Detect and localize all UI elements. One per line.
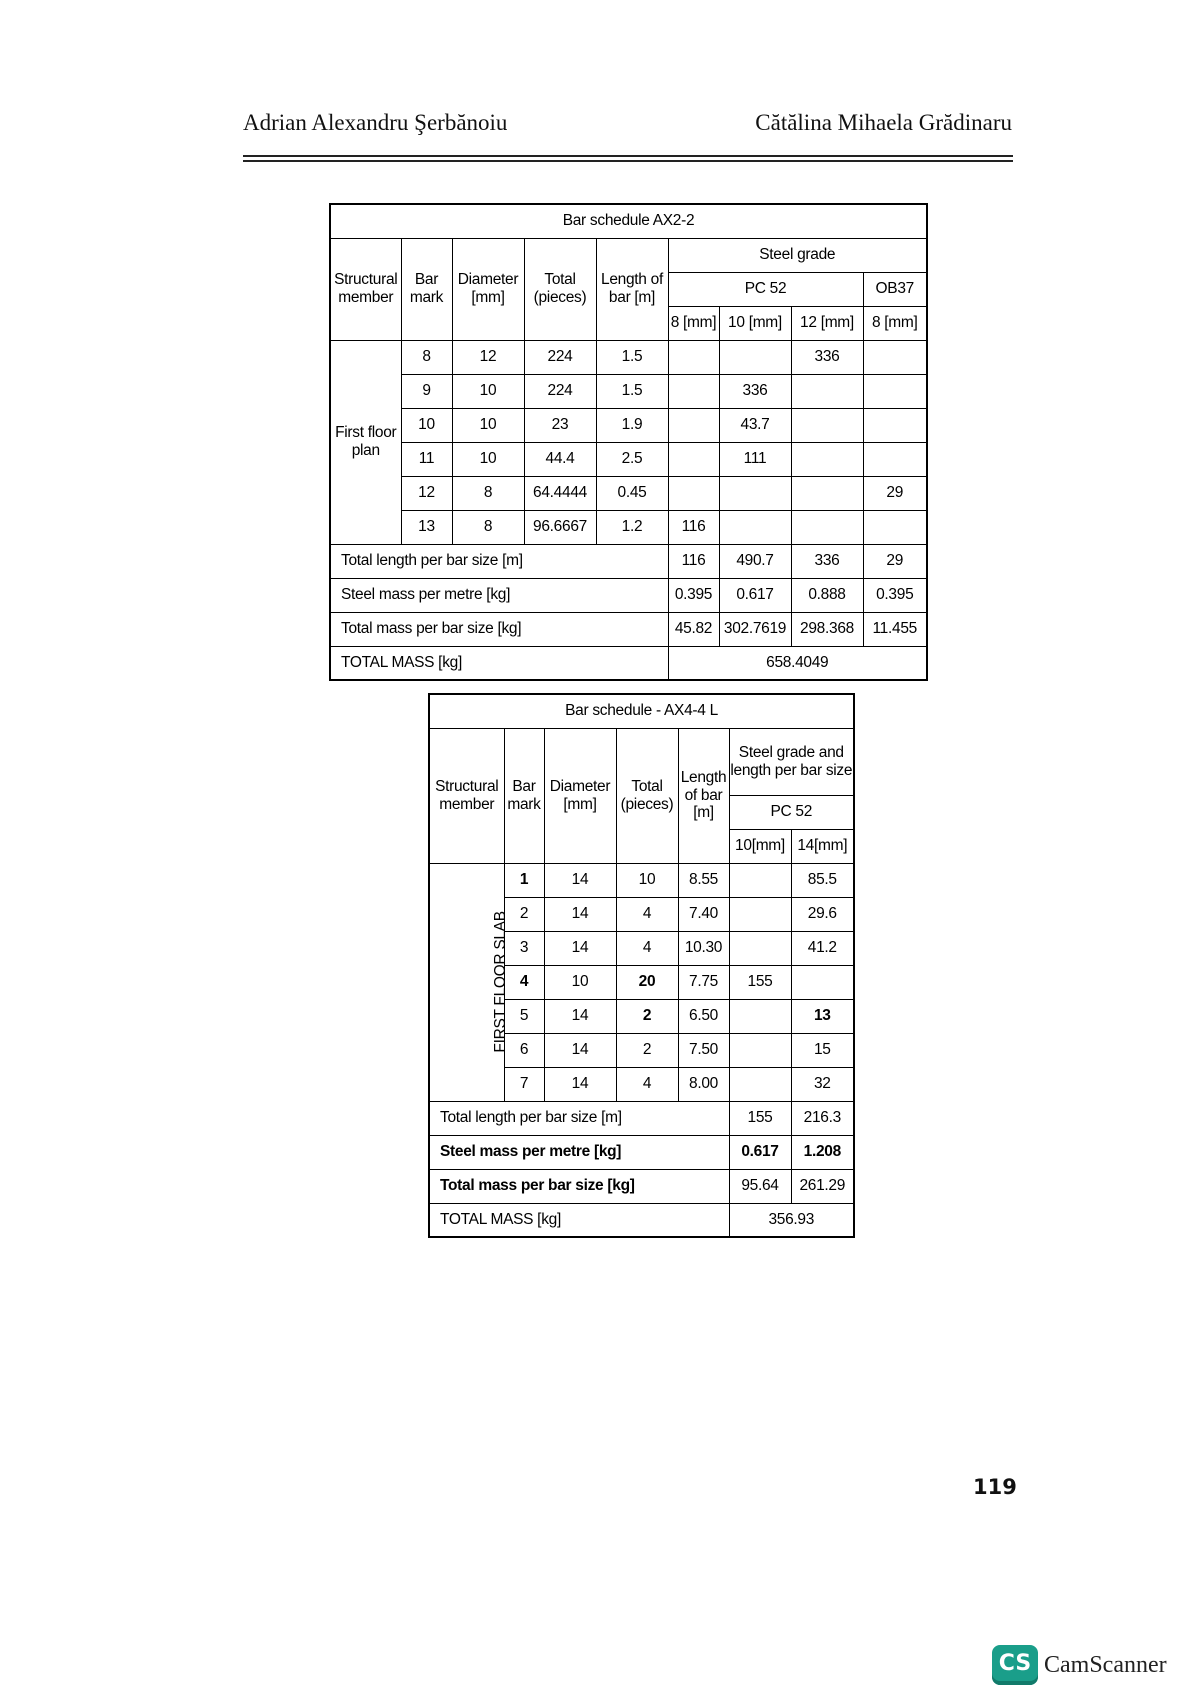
summary-value: 1.208: [791, 1135, 854, 1169]
bar-schedule-ax4-4l-table: [428, 693, 855, 1238]
cell-size: [863, 442, 927, 476]
cell-total: 4: [616, 897, 678, 931]
cell-dia: 14: [544, 1033, 616, 1067]
cell-dia: 10: [452, 374, 524, 408]
cell-bar: 1: [504, 863, 544, 897]
cell-dia: 14: [544, 863, 616, 897]
cell-size: [719, 476, 791, 510]
summary-row-mass-per-metre: [429, 1135, 854, 1169]
col-header-bar-mark: Bar mark: [401, 238, 452, 340]
cell-size: 85.5: [791, 863, 854, 897]
cell-size: [863, 340, 927, 374]
cell-bar: 7: [504, 1067, 544, 1101]
summary-value: 336: [791, 544, 863, 578]
grade-pc52: PC 52: [729, 795, 854, 829]
grand-total-value: 356.93: [729, 1203, 854, 1237]
summary-value: 11.455: [863, 612, 927, 646]
cell-size: [729, 897, 791, 931]
cell-size: [719, 510, 791, 544]
summary-value: 155: [729, 1101, 791, 1135]
cell-dia: 10: [452, 442, 524, 476]
cell-len: 7.40: [678, 897, 729, 931]
camscanner-logo-icon: CS: [992, 1645, 1038, 1685]
cell-size: 43.7: [719, 408, 791, 442]
cell-size: [791, 408, 863, 442]
summary-row-mass-per-metre: [330, 578, 927, 612]
cell-size: 111: [719, 442, 791, 476]
header-rule-bottom: [243, 160, 1013, 162]
cell-len: 1.5: [596, 374, 668, 408]
cell-size: [729, 863, 791, 897]
cell-size: 41.2: [791, 931, 854, 965]
size-header: 12 [mm]: [791, 306, 863, 340]
header-rule-top: [243, 155, 1013, 157]
cell-bar: 5: [504, 999, 544, 1033]
cell-size: [668, 442, 719, 476]
summary-value: 302.7619: [719, 612, 791, 646]
bar-schedule-ax2-2-table: [329, 203, 928, 681]
cell-len: 6.50: [678, 999, 729, 1033]
cell-bar: 6: [504, 1033, 544, 1067]
table-row: [330, 374, 927, 408]
cell-size: [729, 999, 791, 1033]
summary-value: 29: [863, 544, 927, 578]
cell-size: [863, 374, 927, 408]
header-right-author: Cătălina Mihaela Grădinaru: [755, 110, 1012, 135]
summary-value: 0.888: [791, 578, 863, 612]
table-title: Bar schedule - AX4-4 L: [429, 694, 854, 728]
cell-size: [863, 408, 927, 442]
summary-value: 0.395: [668, 578, 719, 612]
summary-row-total-length: [429, 1101, 854, 1135]
cell-total: 96.6667: [524, 510, 596, 544]
summary-value: 490.7: [719, 544, 791, 578]
grand-total-value: 658.4049: [668, 646, 927, 680]
summary-label: Steel mass per metre [kg]: [429, 1135, 729, 1169]
structural-member-label: First floor plan: [330, 340, 401, 544]
cell-dia: 14: [544, 1067, 616, 1101]
cell-size: [863, 510, 927, 544]
cell-total: 2: [616, 999, 678, 1033]
cell-size: [668, 340, 719, 374]
cell-bar: 8: [401, 340, 452, 374]
summary-value: 216.3: [791, 1101, 854, 1135]
table-row: [330, 510, 927, 544]
grand-total-label: TOTAL MASS [kg]: [330, 646, 668, 680]
cell-bar: 2: [504, 897, 544, 931]
size-header: 8 [mm]: [863, 306, 927, 340]
col-header-structural-member: Structural member: [330, 238, 401, 340]
cell-size: [791, 510, 863, 544]
cell-size: [791, 374, 863, 408]
table-row: [330, 442, 927, 476]
cell-size: [719, 340, 791, 374]
cell-total: 10: [616, 863, 678, 897]
cell-dia: 14: [544, 931, 616, 965]
size-header: 14[mm]: [791, 829, 854, 863]
cell-dia: 14: [544, 999, 616, 1033]
cell-bar: 12: [401, 476, 452, 510]
cell-total: 4: [616, 1067, 678, 1101]
table-row: [330, 476, 927, 510]
summary-row-total-mass: [429, 1169, 854, 1203]
cell-size: [729, 1033, 791, 1067]
summary-label: Steel mass per metre [kg]: [330, 578, 668, 612]
summary-row-total-mass: [330, 612, 927, 646]
grade-pc52: PC 52: [668, 272, 863, 306]
cell-size: [791, 965, 854, 999]
cell-dia: 10: [452, 408, 524, 442]
cell-size: 29: [863, 476, 927, 510]
summary-label: Total length per bar size [m]: [330, 544, 668, 578]
col-header-total-pieces: Total (pieces): [524, 238, 596, 340]
cell-total: 44.4: [524, 442, 596, 476]
cell-len: 1.2: [596, 510, 668, 544]
cell-len: 7.75: [678, 965, 729, 999]
summary-value: 0.395: [863, 578, 927, 612]
table-row: [330, 340, 927, 374]
table-row: [330, 408, 927, 442]
summary-row-total-length: [330, 544, 927, 578]
table-row: [429, 863, 854, 897]
cell-total: 4: [616, 931, 678, 965]
cell-bar: 13: [401, 510, 452, 544]
summary-label: Total length per bar size [m]: [429, 1101, 729, 1135]
grand-total-row: [330, 646, 927, 680]
cell-bar: 10: [401, 408, 452, 442]
cell-bar: 3: [504, 931, 544, 965]
cell-dia: 12: [452, 340, 524, 374]
cell-size: [668, 476, 719, 510]
table-title: Bar schedule AX2-2: [330, 204, 927, 238]
summary-label: Total mass per bar size [kg]: [429, 1169, 729, 1203]
cell-dia: 10: [544, 965, 616, 999]
cell-size: [668, 408, 719, 442]
cell-size: [791, 476, 863, 510]
summary-value: 95.64: [729, 1169, 791, 1203]
cell-len: 10.30: [678, 931, 729, 965]
col-header-bar-mark: Bar mark: [504, 728, 544, 863]
cell-bar: 4: [504, 965, 544, 999]
cell-size: [791, 442, 863, 476]
cell-len: 0.45: [596, 476, 668, 510]
summary-value: 261.29: [791, 1169, 854, 1203]
summary-label: Total mass per bar size [kg]: [330, 612, 668, 646]
cell-size: 13: [791, 999, 854, 1033]
cell-size: [729, 1067, 791, 1101]
cell-total: 20: [616, 965, 678, 999]
col-header-length-of-bar: Length of bar [m]: [596, 238, 668, 340]
cell-len: 2.5: [596, 442, 668, 476]
cell-dia: 14: [544, 897, 616, 931]
cell-size: 32: [791, 1067, 854, 1101]
cell-bar: 9: [401, 374, 452, 408]
col-header-diameter: Diameter [mm]: [544, 728, 616, 863]
grand-total-row: [429, 1203, 854, 1237]
cell-bar: 11: [401, 442, 452, 476]
size-header: 10[mm]: [729, 829, 791, 863]
structural-member-label: FIRST FLOOR SLAB: [491, 911, 509, 1053]
cell-size: 336: [791, 340, 863, 374]
page-number: 119: [973, 1475, 1017, 1499]
summary-value: 298.368: [791, 612, 863, 646]
cell-dia: 8: [452, 476, 524, 510]
cell-total: 23: [524, 408, 596, 442]
cell-size: 336: [719, 374, 791, 408]
col-header-steel-grade: Steel grade and length per bar size: [729, 728, 854, 795]
cell-total: 224: [524, 374, 596, 408]
grade-ob37: OB37: [863, 272, 927, 306]
size-header: 8 [mm]: [668, 306, 719, 340]
cell-size: 15: [791, 1033, 854, 1067]
summary-value: 116: [668, 544, 719, 578]
cell-size: 29.6: [791, 897, 854, 931]
cell-total: 224: [524, 340, 596, 374]
cell-len: 7.50: [678, 1033, 729, 1067]
col-header-total-pieces: Total (pieces): [616, 728, 678, 863]
grand-total-label: TOTAL MASS [kg]: [429, 1203, 729, 1237]
cell-size: 116: [668, 510, 719, 544]
size-header: 10 [mm]: [719, 306, 791, 340]
header-left-author: Adrian Alexandru Şerbănoiu: [243, 110, 508, 135]
cell-total: 2: [616, 1033, 678, 1067]
cell-len: 8.55: [678, 863, 729, 897]
col-header-length-of-bar: Length of bar [m]: [678, 728, 729, 863]
cell-total: 64.4444: [524, 476, 596, 510]
col-header-structural-member: Structural member: [429, 728, 504, 863]
summary-value: 0.617: [729, 1135, 791, 1169]
col-header-steel-grade: Steel grade: [668, 238, 927, 272]
cell-len: 1.9: [596, 408, 668, 442]
camscanner-wordmark: CamScanner: [1044, 1652, 1167, 1678]
summary-value: 0.617: [719, 578, 791, 612]
cell-size: [729, 931, 791, 965]
cell-size: [668, 374, 719, 408]
col-header-diameter: Diameter [mm]: [452, 238, 524, 340]
cell-len: 1.5: [596, 340, 668, 374]
cell-size: 155: [729, 965, 791, 999]
cell-len: 8.00: [678, 1067, 729, 1101]
structural-member-cell: [429, 863, 509, 1101]
cell-dia: 8: [452, 510, 524, 544]
summary-value: 45.82: [668, 612, 719, 646]
